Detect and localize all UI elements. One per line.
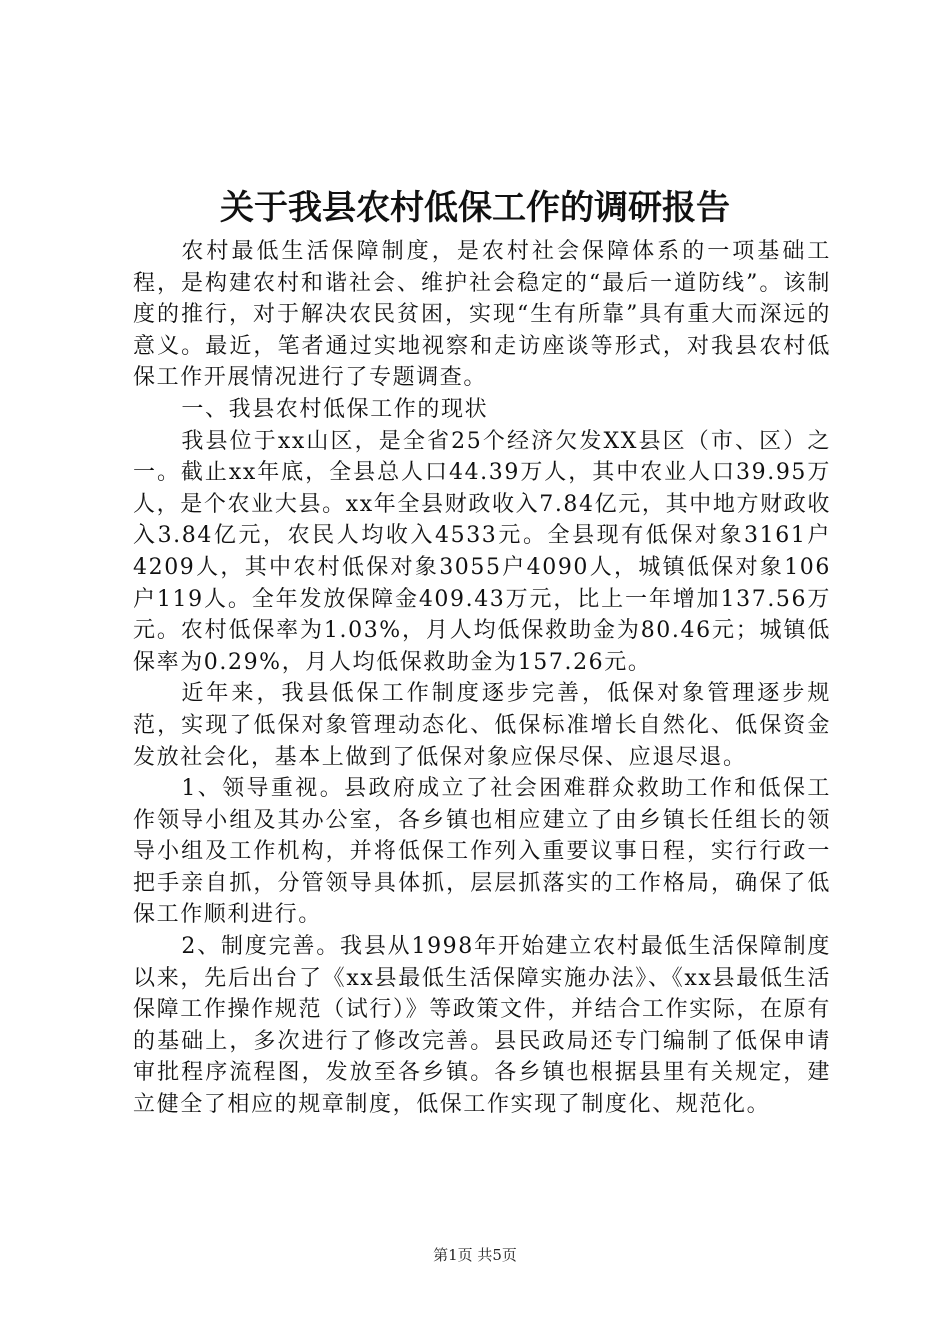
paragraph-recent-years: 近年来，我县低保工作制度逐步完善，低保对象管理逐步规范，实现了低保对象管理动态化、低保标准增长自然化、低保资金发放社会化，基本上做到了低保对象应保尽保、应退尽退。 xyxy=(133,681,831,770)
paragraph-intro: 农村最低生活保障制度，是农村社会保障体系的一项基础工程，是构建农村和谐社会、维护社会稳定的“最后一道防线”。该制度的推行，对于解决农民贫困，实现“生有所靠”具有重大而深远的意义。最近，笔者通过实地视察和走访座谈等形式，对我县农村低保工作开展情况进行了专题调查。 xyxy=(133,239,831,391)
page-footer: 第1页 共5页 xyxy=(433,1246,517,1264)
paragraph-system: 2、制度完善。我县从1998年开始建立农村最低生活保障制度以来，先后出台了《xx县最低生活保障实施办法》、《xx县最低生活保障工作操作规范（试行）》等政策文件，并结合工作实际，在原有的基础上，多次进行了修改完善。县民政局还专门编制了低保申请审批程序流程图，发放至各乡镇。各乡镇也根据县里有关规定，建立健全了相应的规章制度，低保工作实现了制度化、规范化。 xyxy=(133,934,831,1118)
document-title: 关于我县农村低保工作的调研报告 xyxy=(220,188,730,228)
paragraph-leadership: 1、领导重视。县政府成立了社会困难群众救助工作和低保工作领导小组及其办公室，各乡镇也相应建立了由乡镇长任组长的领导小组及工作机构，并将低保工作列入重要议事日程，实行行政一把手亲自抓，分管领导具体抓，层层抓落实的工作格局，确保了低保工作顺利进行。 xyxy=(133,776,831,928)
section-heading: 一、我县农村低保工作的现状 xyxy=(181,396,489,422)
paragraph-status: 我县位于xx山区，是全省25个经济欠发XX县区（市、区）之一。截止xx年底，全县总人口44.39万人，其中农业人口39.95万人，是个农业大县。xx年全县财政收入7.84亿元，其中地方财政收入3.84亿元，农民人均收入4533元。全县现有低保对象3161户4209人，其中农村低保对象3055户4090人，城镇低保对象106户119人。全年发放保障金409.43万元，比上一年增加137.56万元。农村低保率为1.03%，月人均低保救助金为80.46元；城镇低保率为0.29%，月人均低保救助金为157.26元。 xyxy=(133,428,831,675)
document-body xyxy=(133,236,831,1121)
